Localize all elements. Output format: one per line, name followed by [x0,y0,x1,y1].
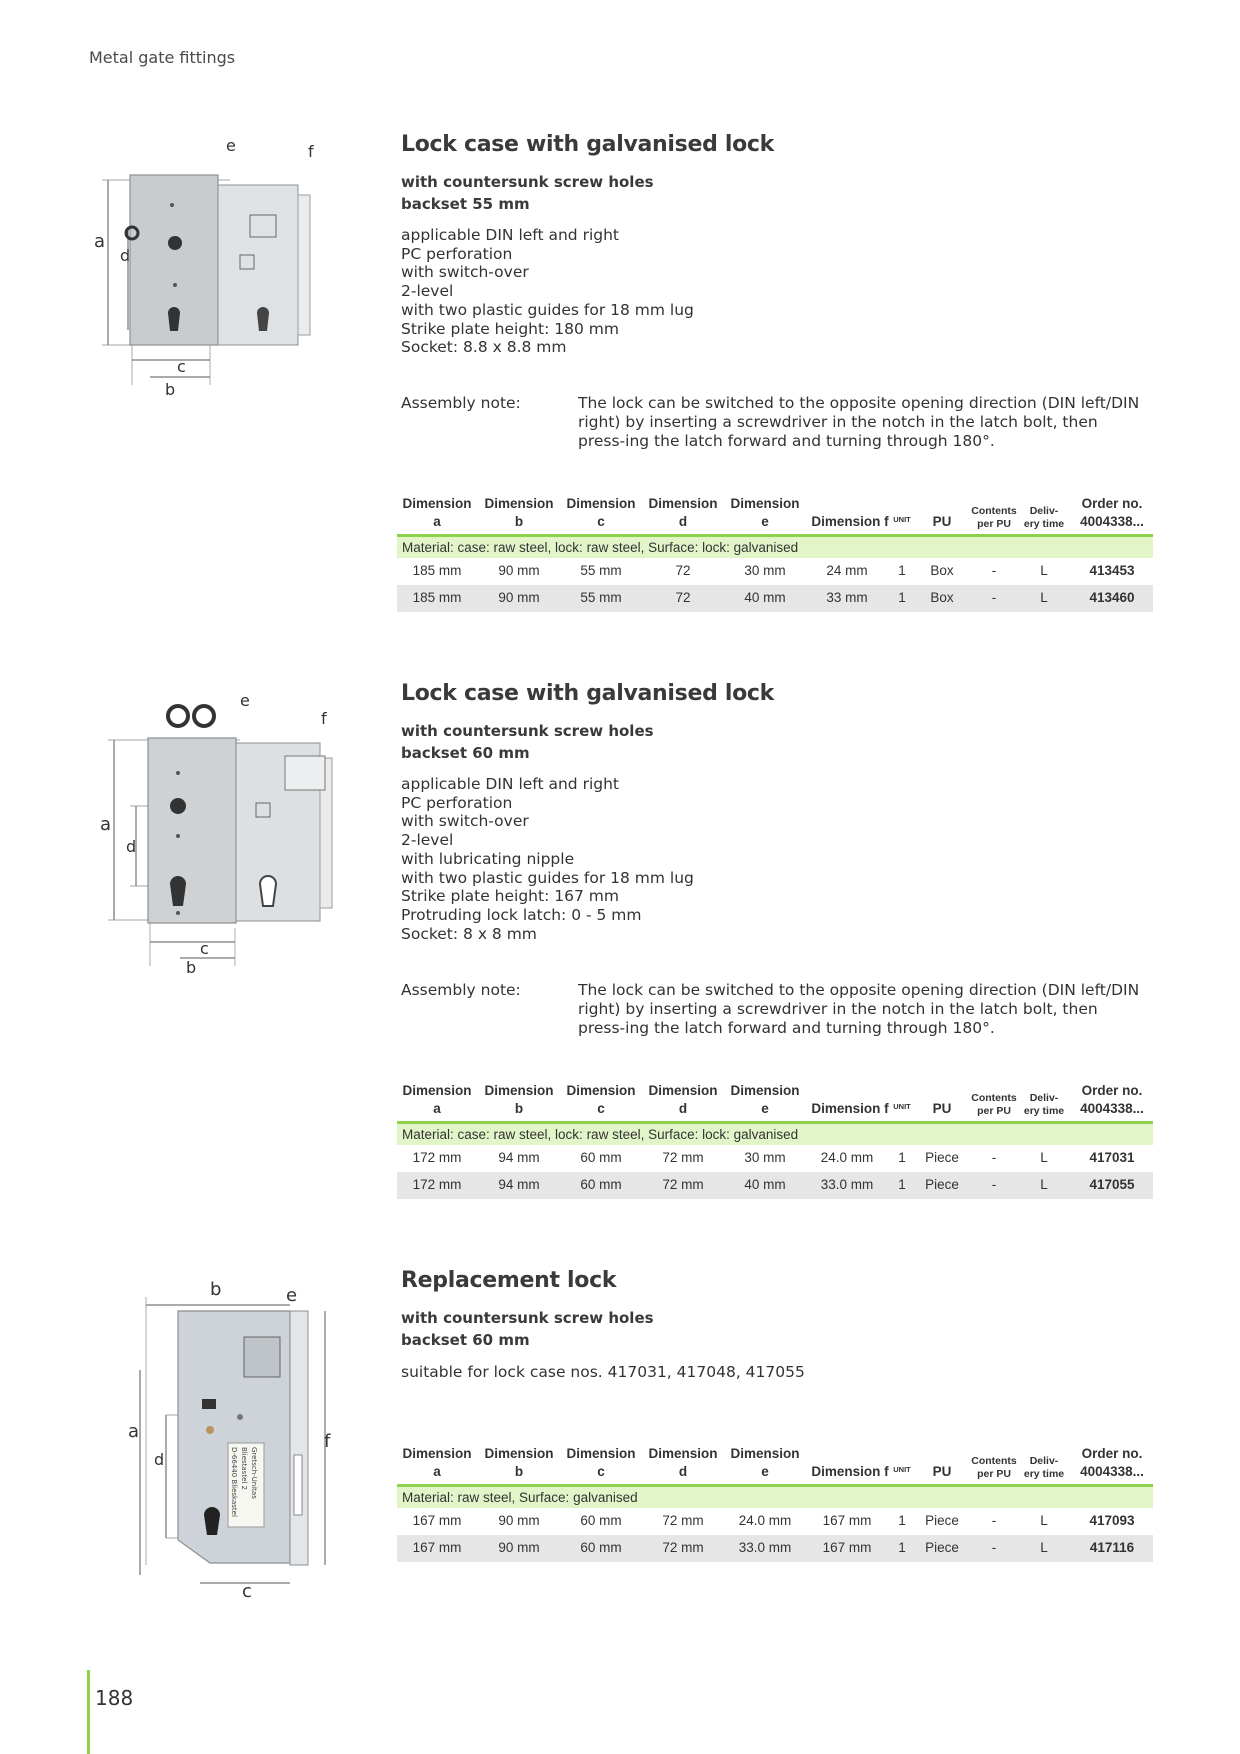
dim-c-label: c [177,357,186,376]
material-row: Material: case: raw steel, lock: raw steel, Surface: lock: galvanised [397,1121,1153,1145]
col-dim-b: Dimension b [484,1083,554,1116]
dim-b-label: b [210,1279,222,1300]
dim-c-label: c [200,939,209,958]
feature-list [401,775,694,943]
col-dim-e: Dimension e [730,496,800,529]
product-subtitle-1: with countersunk screw holes [401,1309,654,1327]
page-number-bar [87,1670,90,1754]
col-pu: PU [932,1101,952,1116]
feature-list [401,1363,805,1382]
table-row: 185 mm 90 mm 55 mm 72 40 mm 33 mm 1 Box - L 413460 [397,585,1153,612]
feature-item: with switch-over [401,812,529,831]
running-head: Metal gate fittings [89,48,236,67]
assembly-note-text: The lock can be switched to the opposite opening direction (DIN left/DIN right) by inserting a screwdriver in the notch in the latch bolt, then press-ing the latch forward and turning through 180°. [578,981,1140,1037]
col-delivery: Deliv- ery time [1023,1092,1065,1117]
dim-a-label: a [100,814,112,835]
feature-item: applicable DIN left and right [401,226,619,244]
product-table [397,494,1153,612]
product-table [397,1081,1153,1199]
feature-item: Strike plate height: 180 mm [401,319,619,338]
col-contents: Contents per PU [971,505,1017,530]
feature-item: Strike plate height: 167 mm [401,887,619,906]
product-subtitle-2: backset 55 mm [401,195,530,213]
table-row: 167 mm 90 mm 60 mm 72 mm 24.0 mm 167 mm 1 Piece - L 417093 [412,1513,1135,1528]
col-contents: Contents per PU [971,1092,1017,1117]
replacement-lock-diagram [80,1275,380,1605]
table-row: 172 mm 94 mm 60 mm 72 mm 40 mm 33.0 mm 1 Piece - L 417055 [397,1172,1153,1199]
feature-item: Socket: 8 x 8 mm [401,924,537,943]
lock-case-diagram-2 [80,688,380,978]
material-row: Material: raw steel, Surface: galvanised [397,1484,1153,1508]
feature-list [401,226,694,357]
col-order: Order no. 4004338... [1080,1446,1144,1479]
sticker-line: Bliestastel 2 [240,1447,248,1491]
dim-d-label: d [126,837,137,856]
feature-item: PC perforation [401,244,513,263]
table-row: 172 mm 94 mm 60 mm 72 mm 30 mm 24.0 mm 1 Piece - L 417031 [412,1150,1135,1165]
feature-item: PC perforation [401,793,513,812]
dim-e-label: e [286,1285,298,1306]
product-title: Replacement lock [401,1268,617,1293]
col-dim-c: Dimension c [566,496,636,529]
lock-case-diagram-1 [80,135,380,405]
dim-d-label: d [154,1450,165,1469]
table-row: 185 mm 90 mm 55 mm 72 30 mm 24 mm 1 Box - L 413453 [412,563,1135,578]
feature-item: with two plastic guides for 18 mm lug [401,300,694,319]
feature-item: 2-level [401,282,454,301]
feature-item: with switch-over [401,263,529,282]
table-header [397,1081,1153,1121]
dim-f-label: f [321,709,327,728]
product-subtitle-2: backset 60 mm [401,1331,530,1349]
col-delivery: Deliv- ery time [1023,505,1065,530]
assembly-note-label: Assembly note: [401,981,521,999]
feature-item: with lubricating nipple [401,849,575,868]
col-delivery: Deliv- ery time [1023,1455,1065,1480]
sticker-line: Gretsch-Unitas [250,1447,258,1499]
col-dim-e: Dimension e [730,1083,800,1116]
col-unit: UNIT [893,515,911,524]
feature-item: Protruding lock latch: 0 - 5 mm [401,905,642,924]
dim-e-label: e [226,136,236,155]
dim-a-label: a [128,1421,140,1442]
page-number: 188 [95,1686,134,1710]
col-dim-b: Dimension b [484,496,554,529]
material-row: Material: case: raw steel, lock: raw steel, Surface: lock: galvanised [397,534,1153,558]
feature-item: suitable for lock case nos. 417031, 417048, 417055 [401,1363,805,1381]
col-dim-d: Dimension d [648,1083,718,1116]
col-dim-a: Dimension a [402,496,472,529]
col-dim-f: Dimension f [811,1464,889,1479]
product-subtitle-2: backset 60 mm [401,744,530,762]
col-dim-f: Dimension f [811,514,889,529]
col-unit: UNIT [893,1102,911,1111]
col-order: Order no. 4004338... [1080,496,1144,529]
col-pu: PU [932,514,952,529]
dim-c-label: c [242,1581,252,1602]
col-dim-d: Dimension d [648,1446,718,1479]
assembly-note-text: The lock can be switched to the opposite opening direction (DIN left/DIN right) by inserting a screwdriver in the notch in the latch bolt, then press-ing the latch forward and turning through 180°. [578,394,1140,450]
col-unit: UNIT [893,1465,911,1474]
product-title: Lock case with galvanised lock [401,681,775,706]
col-order: Order no. 4004338... [1080,1083,1144,1116]
col-contents: Contents per PU [971,1455,1017,1480]
table-header [397,494,1153,534]
product-subtitle-1: with countersunk screw holes [401,722,654,740]
col-dim-a: Dimension a [402,1083,472,1116]
col-dim-c: Dimension c [566,1446,636,1479]
sticker-line: D-66440 Blieskastel [230,1447,238,1517]
dim-b-label: b [165,380,176,399]
dim-a-label: a [94,231,106,252]
col-pu: PU [932,1464,952,1479]
dim-b-label: b [186,958,197,977]
col-dim-b: Dimension b [484,1446,554,1479]
product-subtitle-1: with countersunk screw holes [401,173,654,191]
dim-f-label: f [308,142,314,161]
feature-item: with two plastic guides for 18 mm lug [401,868,694,887]
table-header [397,1444,1153,1484]
dim-e-label: e [240,691,250,710]
col-dim-e: Dimension e [730,1446,800,1479]
assembly-note-label: Assembly note: [401,394,521,412]
col-dim-d: Dimension d [648,496,718,529]
col-dim-a: Dimension a [402,1446,472,1479]
table-row: 167 mm 90 mm 60 mm 72 mm 33.0 mm 167 mm 1 Piece - L 417116 [397,1535,1153,1562]
feature-item: 2-level [401,831,454,850]
product-table [397,1444,1153,1562]
dim-d-label: d [120,246,131,265]
col-dim-f: Dimension f [811,1101,889,1116]
dim-f-label: f [324,1431,331,1452]
col-dim-c: Dimension c [566,1083,636,1116]
feature-item: applicable DIN left and right [401,775,619,793]
feature-item: Socket: 8.8 x 8.8 mm [401,338,567,357]
product-title: Lock case with galvanised lock [401,132,775,157]
